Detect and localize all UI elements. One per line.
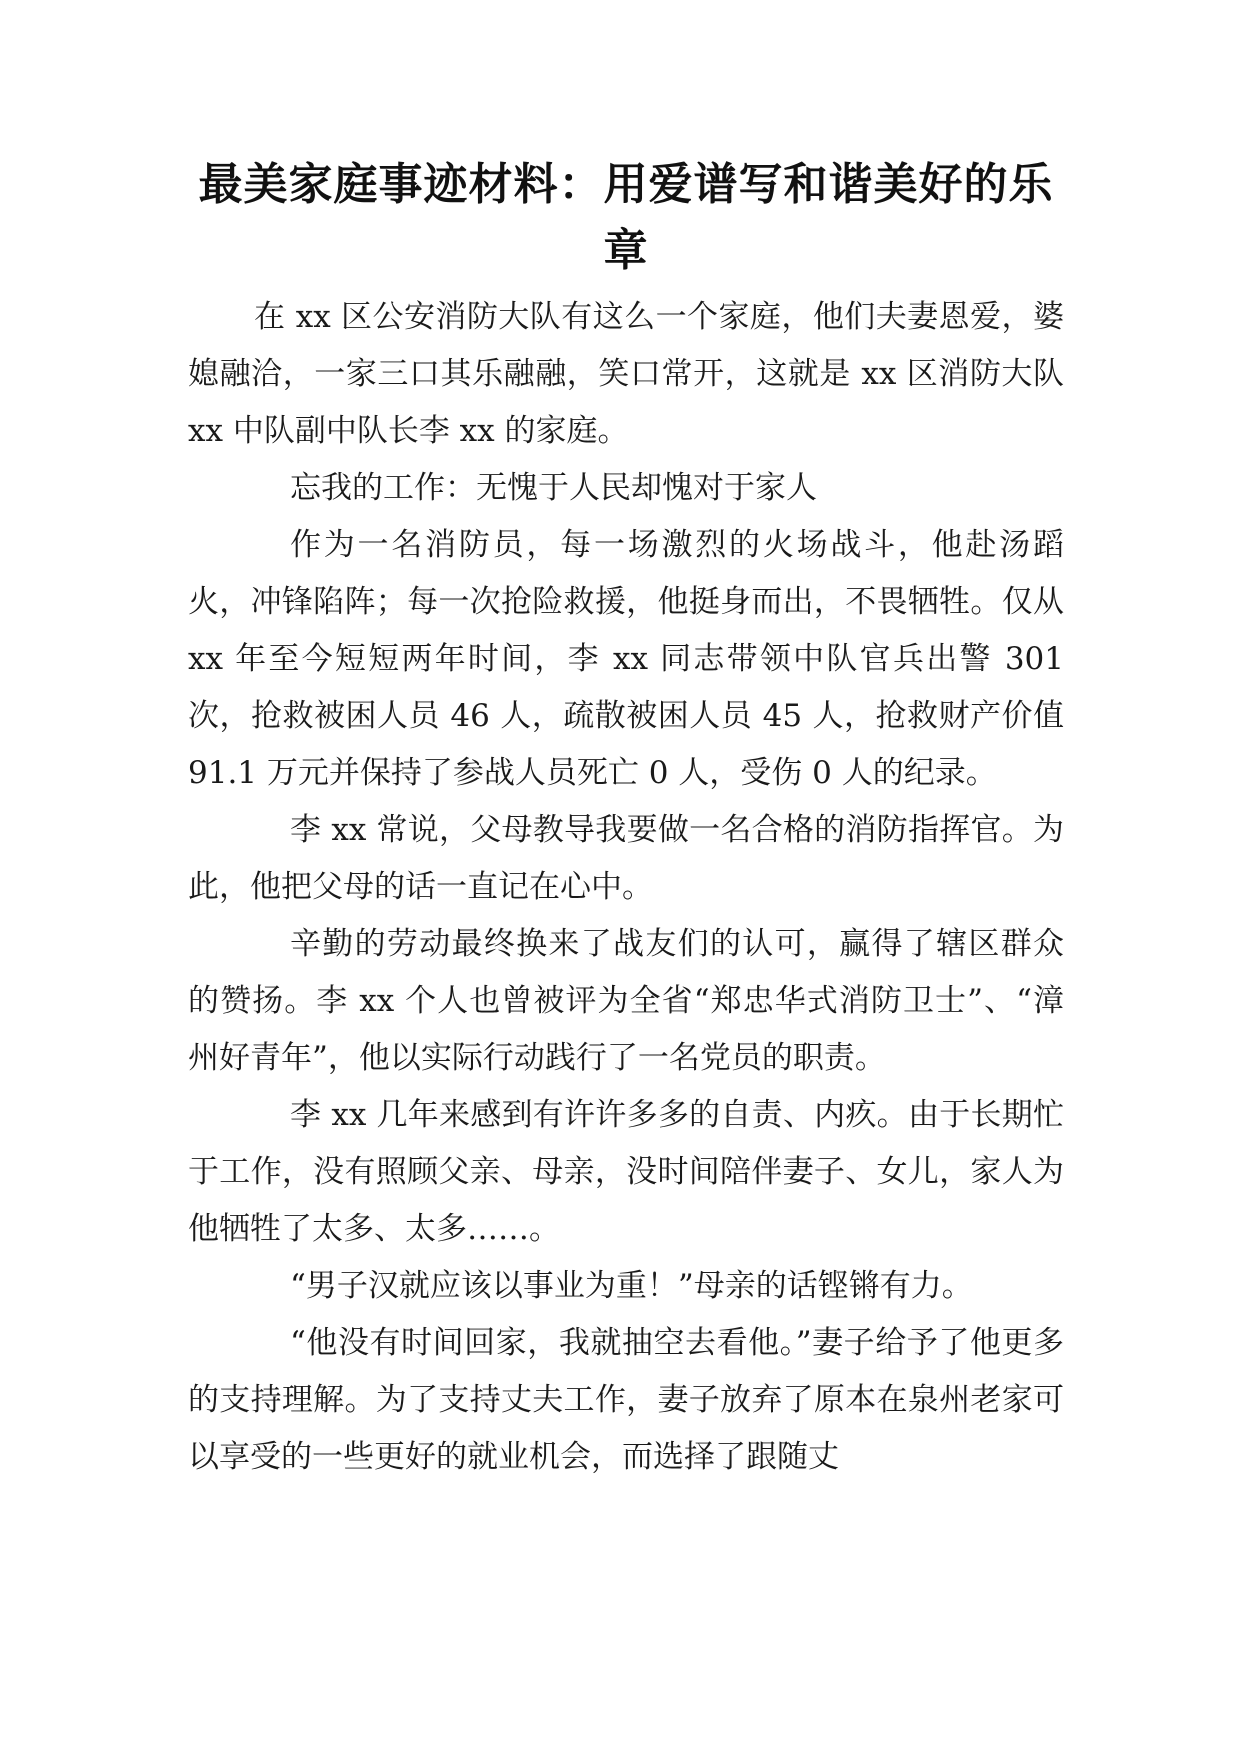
document-title: [188, 152, 1064, 284]
paragraph-mother-quote: “男子汉就应该以事业为重！”母亲的话铿锵有力。: [290, 1268, 973, 1304]
paragraph-firefighter: 作为一名消防员，每一场激烈的火场战斗，他赴汤蹈火，冲锋陷阵；每一次抢险救援，他挺身而出，不畏牺牲。仅从 xx 年至今短短两年时间，李 xx 同志带领中队官兵出警 301 次，抢救被困人员 46 人，疏散被困人员 45 人，抢救财产价值 91.1 万元并保持了参战人员死亡 0 人，受伤 0 人的纪录。: [188, 527, 1064, 791]
title-line-2: 章: [603, 225, 649, 276]
paragraph-intro: 在 xx 区公安消防大队有这么一个家庭，他们夫妻恩爱，婆媳融洽，一家三口其乐融融，笑口常开，这就是 xx 区消防大队 xx 中队副中队长李 xx 的家庭。: [188, 299, 1064, 449]
paragraph-parents: 李 xx 常说，父母教导我要做一名合格的消防指挥官。为此，他把父母的话一直记在心中。: [188, 812, 1064, 905]
paragraph-guilt: 李 xx 几年来感到有许许多多的自责、内疚。由于长期忙于工作，没有照顾父亲、母亲，没时间陪伴妻子、女儿，家人为他牺牲了太多、太多……。: [188, 1097, 1064, 1247]
paragraph-wife-support: “他没有时间回家，我就抽空去看他。”妻子给予了他更多的支持理解。为了支持丈夫工作，妻子放弃了原本在泉州老家可以享受的一些更好的就业机会，而选择了跟随丈: [188, 1325, 1064, 1475]
paragraph-recognition: 辛勤的劳动最终换来了战友们的认可，赢得了辖区群众的赞扬。李 xx 个人也曾被评为全省“郑忠华式消防卫士”、“漳州好青年”，他以实际行动践行了一名党员的职责。: [188, 926, 1064, 1076]
document-body: [188, 289, 1064, 1486]
document-page: [188, 152, 1064, 1486]
section-heading: 忘我的工作：无愧于人民却愧对于家人: [290, 470, 817, 506]
title-line-1: 最美家庭事迹材料：用爱谱写和谐美好的乐: [198, 159, 1054, 210]
